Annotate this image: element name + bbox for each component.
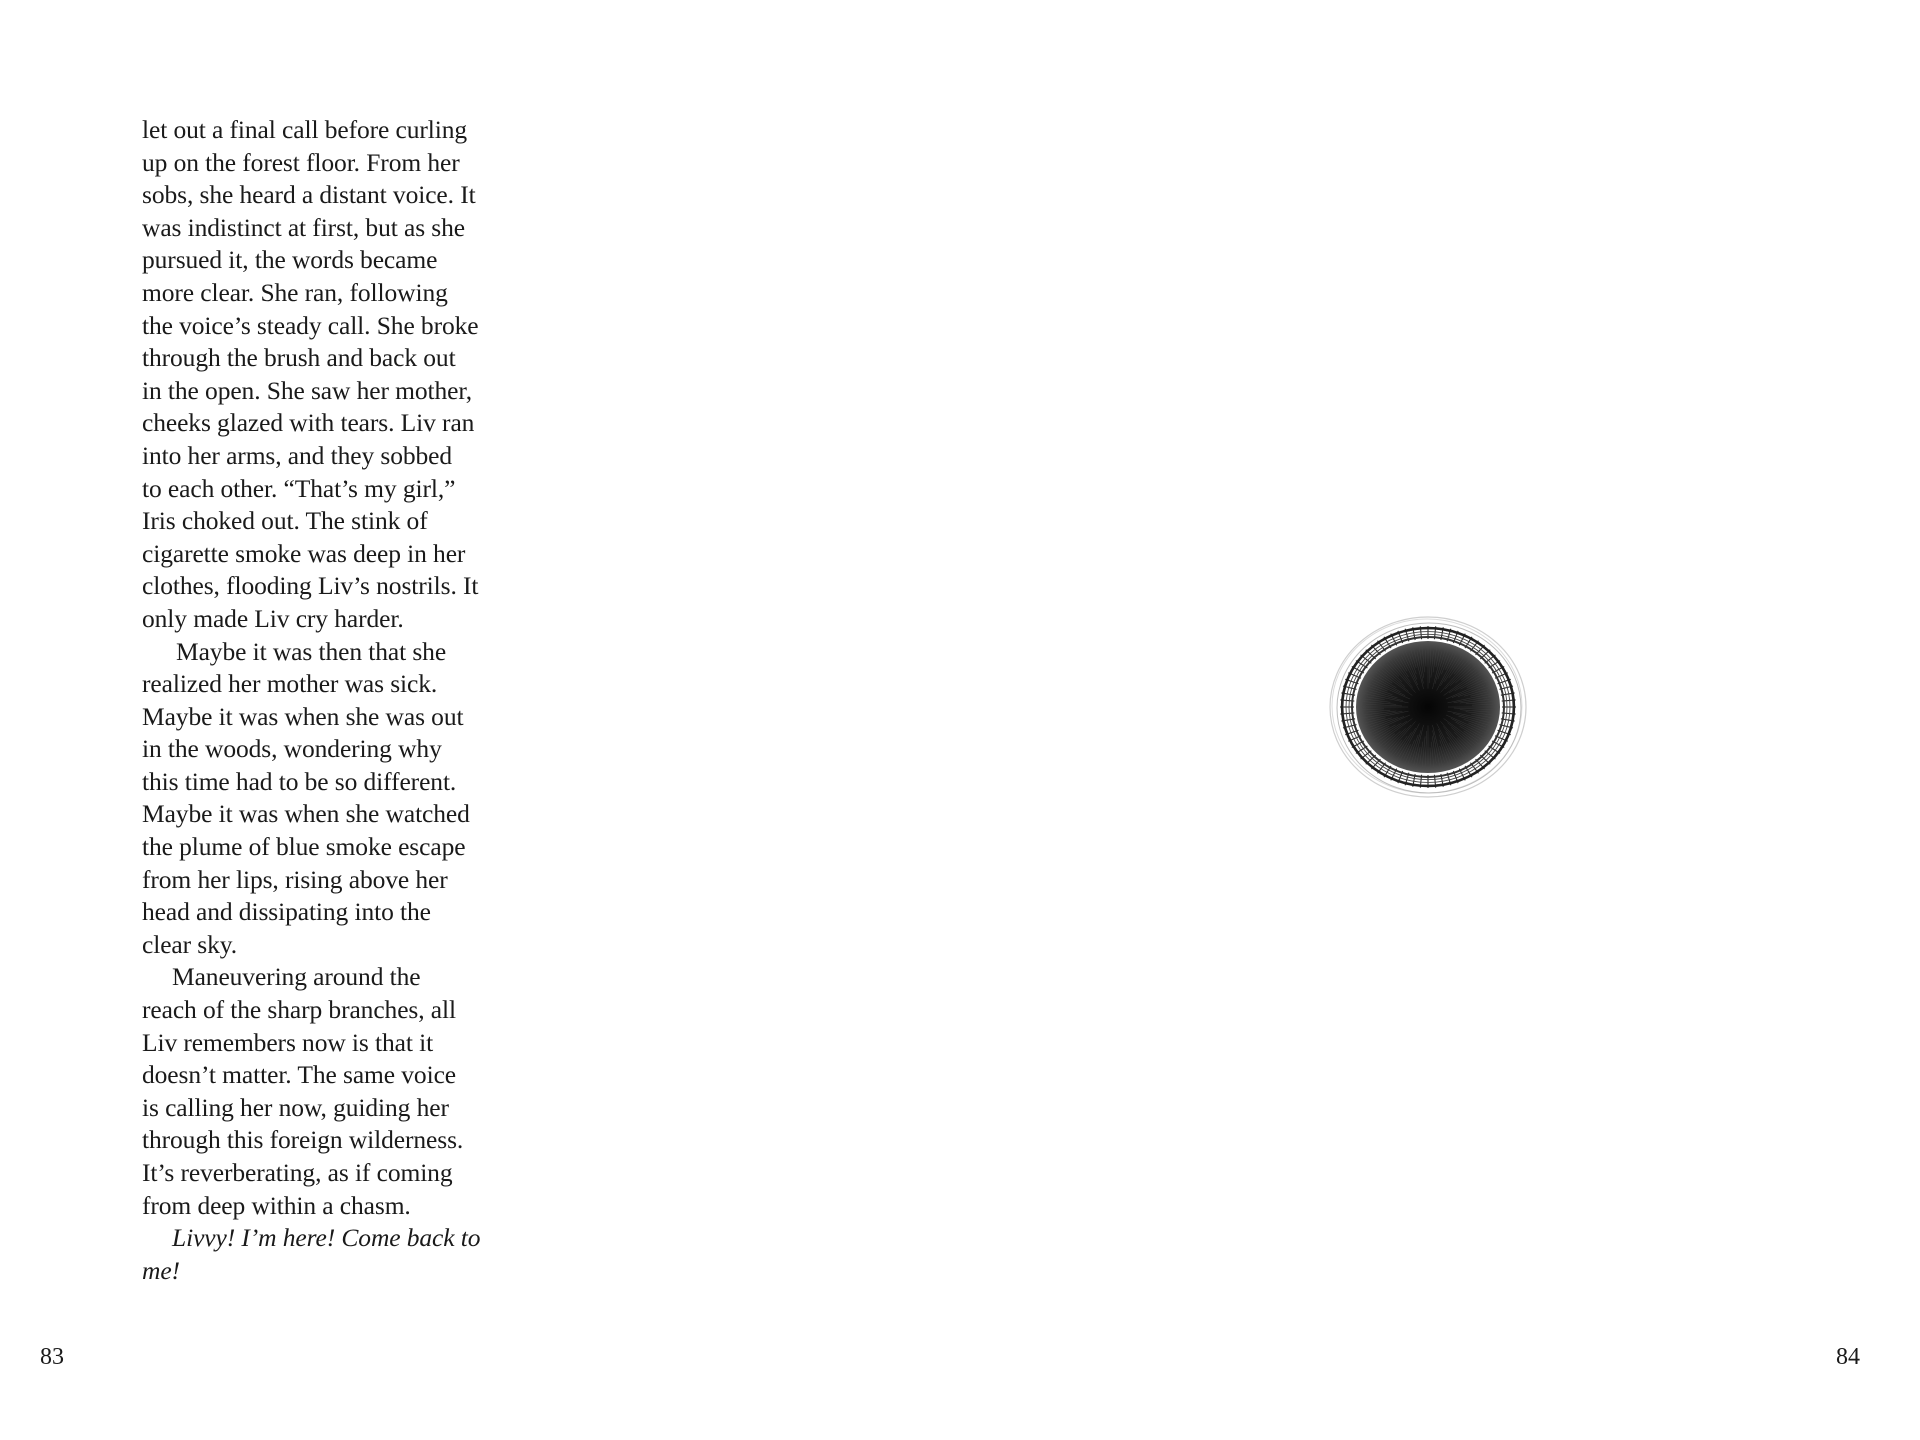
text-line: is calling her now, guiding her <box>142 1092 449 1122</box>
text-line: Liv remembers now is that it <box>142 1027 434 1057</box>
page-number-right: 84 <box>1836 1344 1860 1370</box>
text-line: the plume of blue smoke escape <box>142 832 466 862</box>
dark-circle-illustration <box>1328 612 1528 802</box>
text-line: through this foreign wilderness. <box>142 1125 464 1155</box>
text-line: only made Liv cry harder. <box>142 603 404 633</box>
text-line: It’s reverberating, as if coming <box>142 1158 453 1187</box>
text-line: in the open. She saw her mother, <box>142 375 473 405</box>
text-line: cheeks glazed with tears. Liv ran <box>142 408 475 438</box>
text-line: the voice’s steady call. She broke <box>142 310 479 340</box>
body-text <box>142 114 482 1287</box>
page-number-left: 83 <box>40 1344 64 1370</box>
italic-dialogue-line: Livvy! I’m here! Come back to <box>172 1223 481 1253</box>
paragraph-start-line: Maneuvering around the <box>172 962 421 992</box>
text-line: into her arms, and they sobbed <box>142 440 453 470</box>
text-line: in the woods, wondering why <box>142 734 442 764</box>
text-line: more clear. She ran, following <box>142 277 448 307</box>
text-line: realized her mother was sick. <box>142 669 438 699</box>
paragraph-start-line: Maybe it was then that she <box>176 636 447 666</box>
text-line: to each other. “That’s my girl,” <box>142 473 456 503</box>
text-line: doesn’t matter. The same voice <box>142 1060 457 1090</box>
text-line: head and dissipating into the <box>142 897 431 927</box>
text-line: was indistinct at first, but as she <box>142 212 465 242</box>
text-line: up on the forest floor. From her <box>142 147 460 177</box>
text-line: this time had to be so different. <box>142 766 457 796</box>
text-line: cigarette smoke was deep in her <box>142 538 466 568</box>
italic-dialogue-line: me! <box>142 1255 180 1285</box>
text-line: let out a final call before curling <box>142 115 468 144</box>
text-line: reach of the sharp branches, all <box>142 995 456 1025</box>
text-line: Iris choked out. The stink of <box>142 506 428 536</box>
text-line: Maybe it was when she was out <box>142 701 464 731</box>
right-page <box>960 0 1920 1440</box>
text-line: from deep within a chasm. <box>142 1190 411 1220</box>
text-line: Maybe it was when she watched <box>142 799 470 829</box>
text-line: sobs, she heard a distant voice. It <box>142 180 476 210</box>
text-line: clear sky. <box>142 929 238 959</box>
text-line: through the brush and back out <box>142 343 456 373</box>
text-line: pursued it, the words became <box>142 245 438 275</box>
text-line: clothes, flooding Liv’s nostrils. It <box>142 571 479 601</box>
text-line: from her lips, rising above her <box>142 864 448 894</box>
